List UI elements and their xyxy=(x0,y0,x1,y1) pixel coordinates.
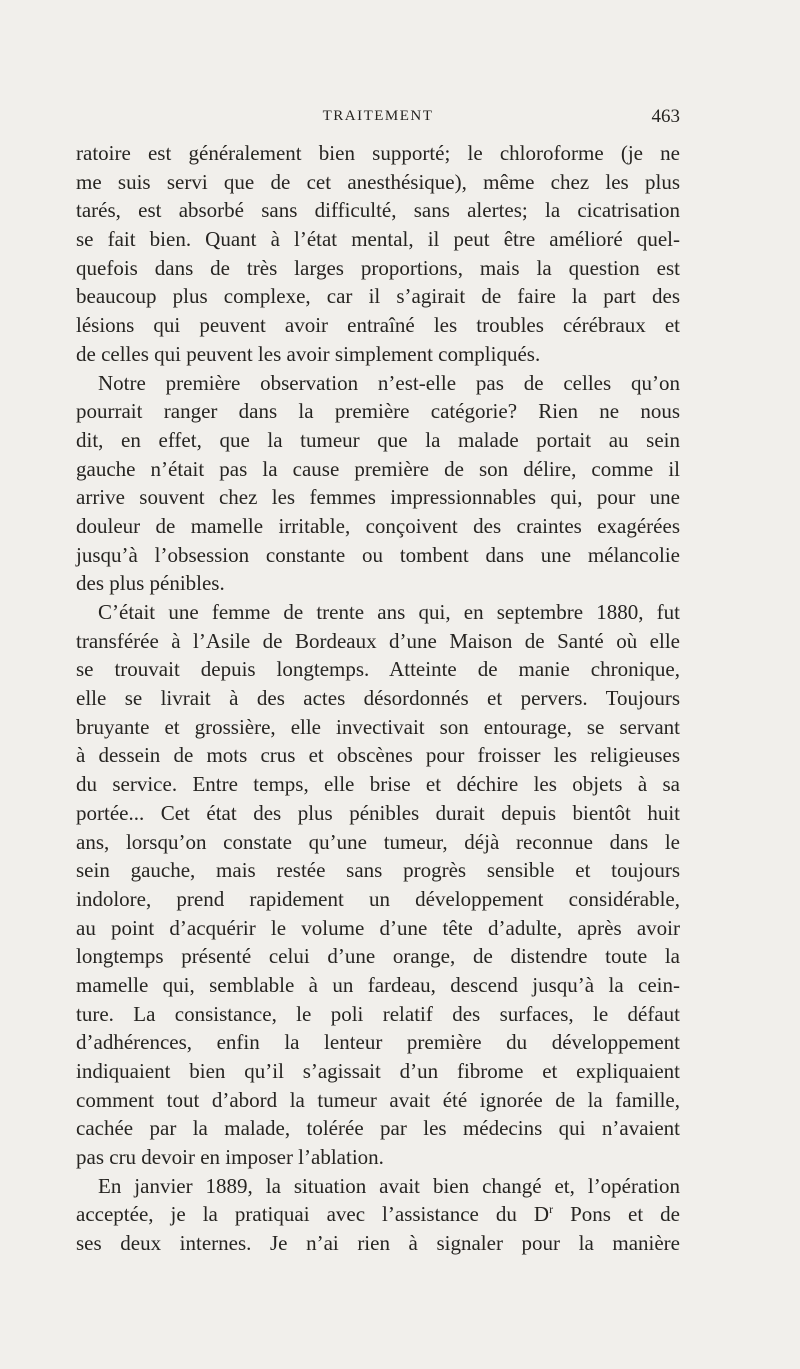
text-line: à dessein de mots crus et obscènes pour froisser les religieuses xyxy=(76,743,680,768)
text-line: lésions qui peuvent avoir entraîné les troubles cérébraux et xyxy=(76,313,680,338)
text-line: indolore, prend rapidement un développement considérable, xyxy=(76,886,680,911)
text-line: ratoire est généralement bien supporté; le chloroforme (je ne xyxy=(76,141,680,165)
text-line: douleur de mamelle irritable, conçoivent des craintes exagérées xyxy=(76,513,680,538)
text-line: me suis servi que de cet anesthésique), même chez les plus xyxy=(76,169,680,194)
text-line: des plus pénibles. xyxy=(76,571,225,596)
text-segment: acceptée, je la pratiquai avec l’assistance du D xyxy=(76,1202,550,1227)
text-line: se trouvait depuis longtemps. Atteinte de manie chronique, xyxy=(76,657,680,682)
text-line: comment tout d’abord la tumeur avait été ignorée de la famille, xyxy=(76,1087,680,1112)
text-line: pourrait ranger dans la première catégorie? Rien ne nous xyxy=(76,399,680,424)
text-line: jusqu’à l’obsession constante ou tombent dans une mélancolie xyxy=(76,542,680,567)
text-line: de celles qui peuvent les avoir simplement compliqués. xyxy=(76,341,541,366)
text-line: mamelle qui, semblable à un fardeau, descend jusqu’à la cein- xyxy=(76,972,680,997)
text-line: gauche n’était pas la cause première de son délire, comme il xyxy=(76,456,680,481)
text-line: quefois dans de très larges proportions, mais la question est xyxy=(76,255,680,280)
text-line: cachée par la malade, tolérée par les médecins qui n’avaient xyxy=(76,1116,680,1141)
text-line: elle se livrait à des actes désordonnés et pervers. Toujours xyxy=(76,686,680,711)
text-line: beaucoup plus complexe, car il s’agirait de faire la part des xyxy=(76,284,680,309)
text-line: sein gauche, mais restée sans progrès sensible et toujours xyxy=(76,858,680,883)
running-title: TRAITEMENT xyxy=(322,108,434,124)
text-line: bruyante et grossière, elle invectivait son entourage, se servant xyxy=(76,714,680,739)
text-line: transférée à l’Asile de Bordeaux d’une Maison de Santé où elle xyxy=(76,628,680,653)
running-head xyxy=(76,106,680,130)
text-line: arrive souvent chez les femmes impressionnables qui, pour une xyxy=(76,485,680,510)
text-segment: Pons et de xyxy=(553,1202,681,1227)
body-text xyxy=(76,139,680,1258)
paragraph-first-line: C’était une femme de trente ans qui, en septembre 1880, fut xyxy=(98,600,680,624)
text-line: au point d’acquérir le volume d’une tête d’adulte, après avoir xyxy=(76,915,680,940)
text-line: dit, en effet, que la tumeur que la malade portait au sein xyxy=(76,427,680,452)
text-line: indiquaient bien qu’il s’agissait d’un fibrome et expliquaient xyxy=(76,1059,680,1083)
text-line: se fait bien. Quant à l’état mental, il peut être amélioré quel- xyxy=(76,227,680,252)
text-line: d’adhérences, enfin la lenteur première du développement xyxy=(76,1030,680,1055)
text-line: ture. La consistance, le poli relatif des surfaces, le défaut xyxy=(76,1001,680,1026)
text-line: ses deux internes. Je n’ai rien à signaler pour la manière xyxy=(76,1231,680,1256)
page-number: 463 xyxy=(651,106,680,127)
text-line: ans, lorsqu’on constate qu’une tumeur, déjà reconnue dans le xyxy=(76,829,680,854)
text-line: longtemps présenté celui d’une orange, de distendre toute la xyxy=(76,944,680,969)
text-line: portée... Cet état des plus pénibles durait depuis bientôt huit xyxy=(76,800,680,825)
text-line: du service. Entre temps, elle brise et déchire les objets à sa xyxy=(76,772,680,797)
superscript: r xyxy=(549,1202,554,1217)
text-line-with-superscript xyxy=(76,1200,680,1229)
paragraph-first-line: Notre première observation n’est-elle pas de celles qu’on xyxy=(98,370,680,395)
text-line: pas cru devoir en imposer l’ablation. xyxy=(76,1145,384,1170)
paragraph-first-line: En janvier 1889, la situation avait bien changé et, l’opération xyxy=(98,1173,680,1198)
text-line: tarés, est absorbé sans difficulté, sans alertes; la cicatrisation xyxy=(76,198,680,223)
